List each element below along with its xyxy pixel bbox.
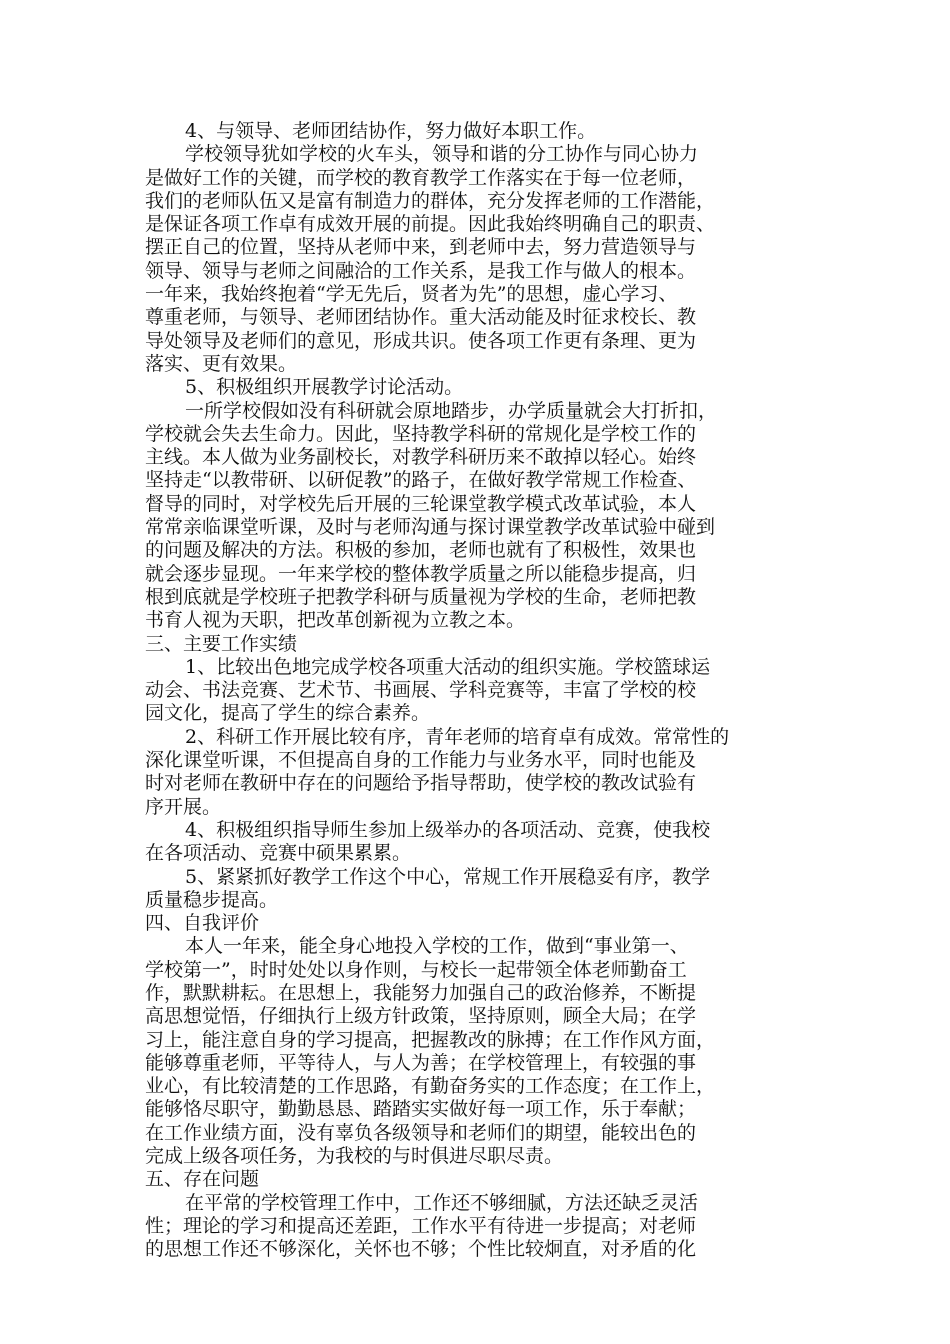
heading-text: 五、存在问题 <box>145 1168 260 1191</box>
paragraph-line: 5、紧紧抓好教学工作这个中心，常规工作开展稳妥有序，教学 <box>185 865 711 888</box>
paragraph-line: 序开展。 <box>145 795 222 818</box>
paragraph-line: 一年来，我始终抱着“学无先后，贤者为先”的思想，虚心学习、 <box>145 283 678 306</box>
paragraph-line: 作，默默耕耘。在思想上，我能努力加强自己的政治修养，不断提 <box>145 981 697 1004</box>
paragraph-line: 领导、领导与老师之间融洽的工作关系，是我工作与做人的根本。 <box>145 259 697 282</box>
paragraph <box>145 935 810 1168</box>
paragraph-line: 督导的同时，对学校先后开展的三轮课堂教学模式改革试验，本人 <box>145 492 697 515</box>
paragraph-line: 时对老师在教研中存在的问题给予指导帮助，使学校的教改试验有 <box>145 772 697 795</box>
paragraph-line: 质量稳步提高。 <box>145 888 279 911</box>
paragraph-line: 4、积极组织指导师生参加上级举办的各项活动、竞赛，使我校 <box>185 818 711 841</box>
paragraph-line: 在平常的学校管理工作中，工作还不够细腻，方法还缺乏灵活 <box>185 1191 699 1214</box>
paragraph-line: 学校第一”，时时处处以身作则，与校长一起带领全体老师勤奋工 <box>145 958 687 981</box>
paragraph <box>145 656 810 726</box>
paragraph <box>145 1192 810 1262</box>
paragraph-line: 园文化，提高了学生的综合素养。 <box>145 702 431 725</box>
paragraph-line: 是保证各项工作卓有成效开展的前提。因此我始终明确自己的职责、 <box>145 213 716 236</box>
paragraph-line: 根到底就是学校班子把教学科研与质量视为学校的生命，老师把教 <box>145 585 697 608</box>
paragraph <box>145 819 810 866</box>
paragraph-line: 学校领导犹如学校的火车头，领导和谐的分工协作与同心协力 <box>185 143 699 166</box>
paragraph-line: 学校就会失去生命力。因此，坚持教学科研的常规化是学校工作的 <box>145 422 697 445</box>
heading-text: 三、主要工作实绩 <box>145 632 298 655</box>
paragraph-line: 是做好工作的关键，而学校的教育教学工作落实在于每一位老师， <box>145 166 697 189</box>
paragraph-line: 能够尊重老师，平等待人，与人为善；在学校管理上，有较强的事 <box>145 1051 697 1074</box>
paragraph-line: 5、积极组织开展教学讨论活动。 <box>185 376 464 399</box>
paragraph-line: 书育人视为天职，把改革创新视为立教之本。 <box>145 609 526 632</box>
paragraph-line: 习上，能注意自身的学习提高，把握教改的脉搏；在工作作风方面， <box>145 1028 716 1051</box>
paragraph-line: 业心，有比较清楚的工作思路，有勤奋务实的工作态度；在工作上， <box>145 1075 716 1098</box>
paragraph <box>145 866 810 913</box>
paragraph-line: 性；理论的学习和提高还差距，工作水平有待进一步提高；对老师 <box>145 1214 697 1237</box>
section-heading <box>145 1168 810 1191</box>
paragraph-line: 1、比较出色地完成学校各项重大活动的组织实施。学校篮球运 <box>185 655 711 678</box>
paragraph-line: 摆正自己的位置，坚持从老师中来，到老师中去，努力营造领导与 <box>145 236 697 259</box>
paragraph-line: 高思想觉悟，仔细执行上级方针政策，坚持原则，顾全大局；在学 <box>145 1005 697 1028</box>
paragraph-line: 深化课堂听课，不但提高自身的工作能力与业务水平，同时也能及 <box>145 749 697 772</box>
paragraph-line: 的思想工作还不够深化，关怀也不够；个性比较炯直，对矛盾的化 <box>145 1238 697 1261</box>
paragraph <box>145 400 810 633</box>
paragraph <box>145 120 810 143</box>
document-body <box>145 120 810 1262</box>
paragraph-line: 尊重老师，与领导、老师团结协作。重大活动能及时征求校长、教 <box>145 306 697 329</box>
paragraph-line: 常常亲临课堂听课，及时与老师沟通与探讨课堂教学改革试验中碰到 <box>145 516 716 539</box>
paragraph-line: 完成上级各项任务，为我校的与时俱进尽职尽责。 <box>145 1145 564 1168</box>
paragraph-line: 就会逐步显现。一年来学校的整体教学质量之所以能稳步提高，归 <box>145 562 697 585</box>
paragraph-line: 落实、更有效果。 <box>145 352 298 375</box>
paragraph <box>145 143 810 376</box>
paragraph-line: 的问题及解决的方法。积极的参加，老师也就有了积极性，效果也 <box>145 539 697 562</box>
section-heading <box>145 633 810 656</box>
paragraph-line: 4、与领导、老师团结协作，努力做好本职工作。 <box>185 120 597 142</box>
heading-text: 四、自我评价 <box>145 912 260 935</box>
paragraph-line: 在各项活动、竞赛中硕果累累。 <box>145 842 412 865</box>
paragraph <box>145 726 810 819</box>
paragraph-line: 动会、书法竞赛、艺术节、书画展、学科竞赛等，丰富了学校的校 <box>145 679 697 702</box>
paragraph-line: 在工作业绩方面，没有辜负各级领导和老师们的期望，能较出色的 <box>145 1121 697 1144</box>
paragraph-line: 导处领导及老师们的意见，形成共识。使各项工作更有条理、更为 <box>145 329 697 352</box>
paragraph-line: 我们的老师队伍又是富有制造力的群体，充分发挥老师的工作潜能， <box>145 189 716 212</box>
paragraph-line: 坚持走“以教带研、以研促教”的路子，在做好教学常规工作检查、 <box>145 469 697 492</box>
section-heading <box>145 912 810 935</box>
paragraph-line: 一所学校假如没有科研就会原地踏步，办学质量就会大打折扣， <box>185 399 718 422</box>
paragraph-line: 能够恪尽职守，勤勤恳恳、踏踏实实做好每一项工作，乐于奉献； <box>145 1098 697 1121</box>
paragraph <box>145 376 810 399</box>
paragraph-line: 2、科研工作开展比较有序，青年老师的培育卓有成效。常常性的 <box>185 725 730 748</box>
paragraph-line: 本人一年来，能全身心地投入学校的工作，做到“事业第一、 <box>185 935 689 958</box>
paragraph-line: 主线。本人做为业务副校长，对教学科研历来不敢掉以轻心。始终 <box>145 446 697 469</box>
